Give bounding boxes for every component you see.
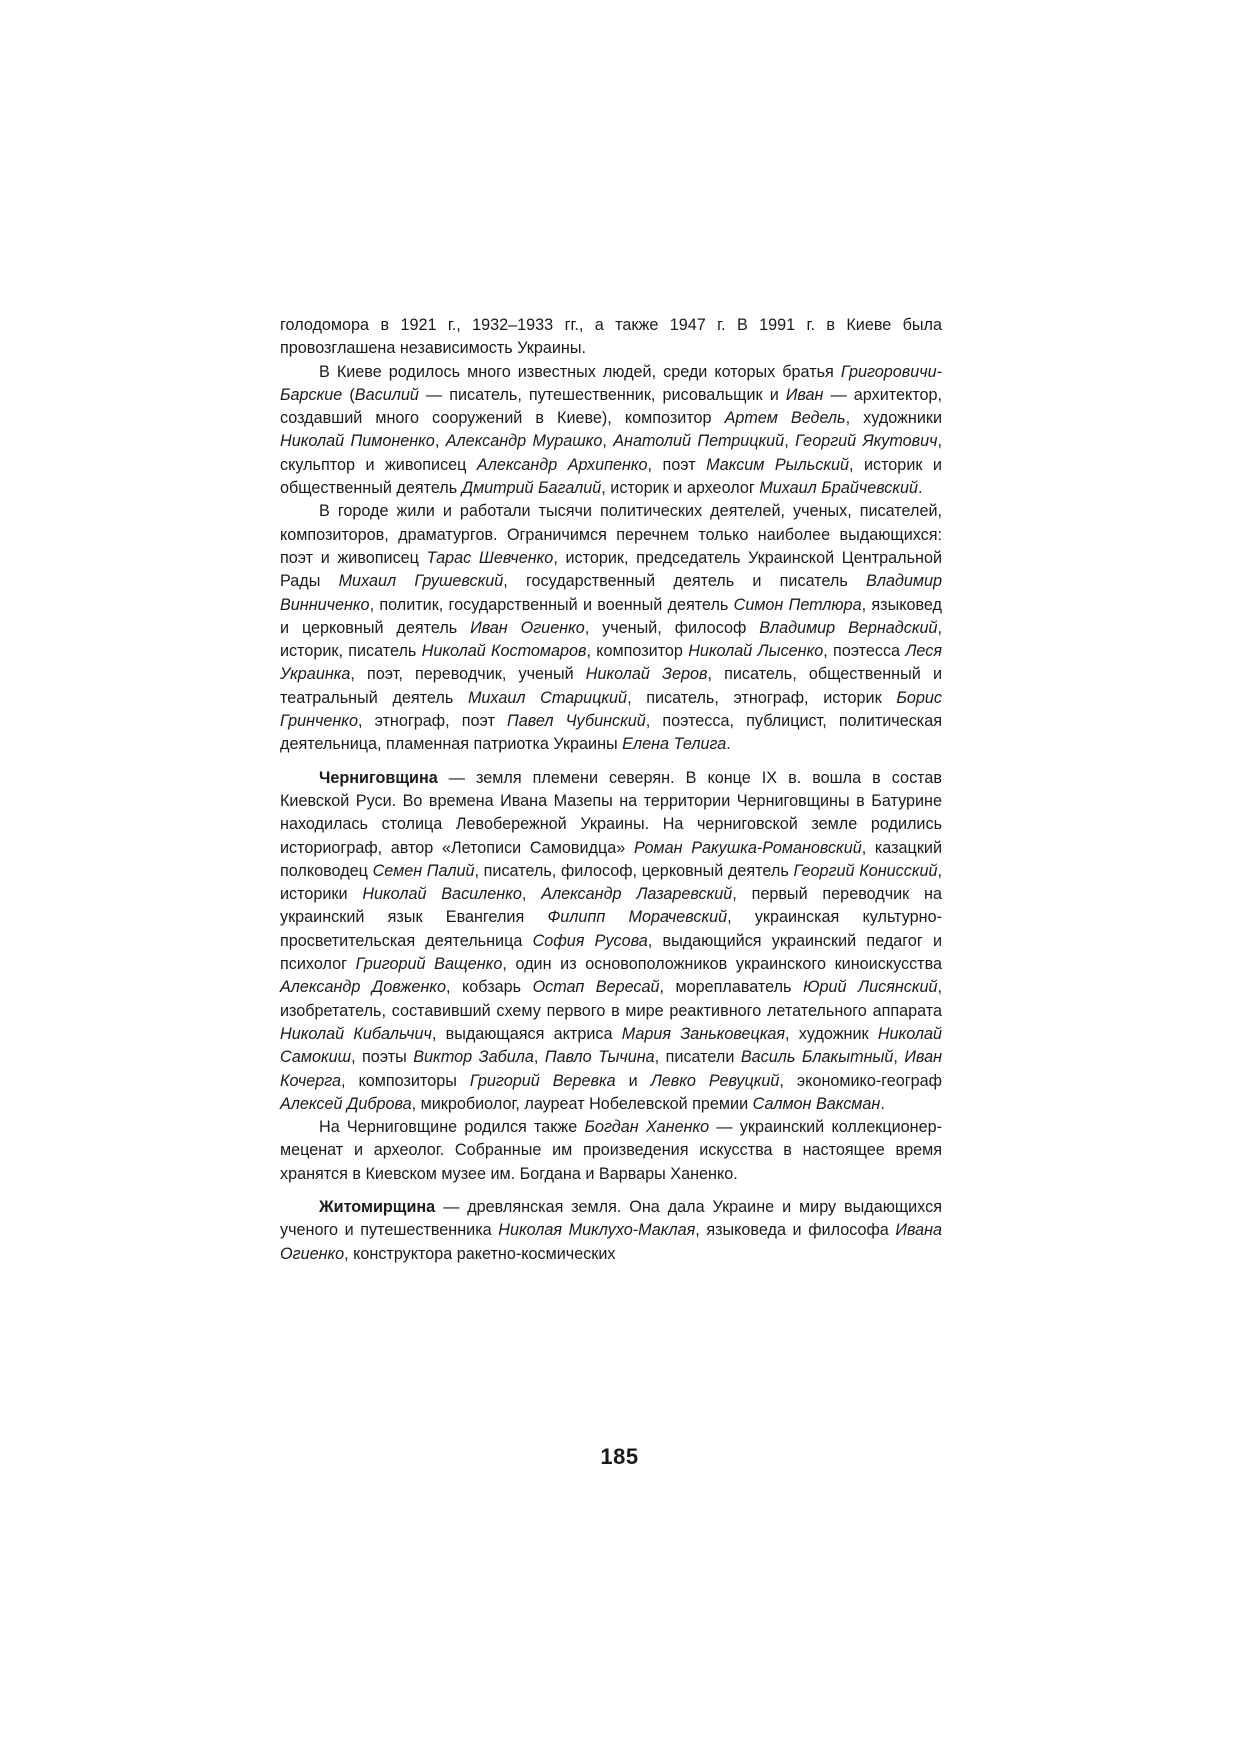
person-name: София Русова bbox=[532, 931, 648, 950]
person-name: Владимир Винниченко bbox=[280, 572, 943, 614]
text-run: , композитор bbox=[586, 642, 689, 661]
text-run: , bbox=[434, 432, 446, 451]
person-name: Василий bbox=[354, 385, 419, 404]
person-name: Александр Архипенко bbox=[476, 455, 648, 474]
person-name: Николай Василенко bbox=[362, 885, 522, 904]
person-name: Роман Ракушка-Романовский bbox=[633, 838, 862, 857]
text-run: , выдающаяся актриса bbox=[431, 1024, 622, 1043]
text-run: — древлянская земля. Она дала Украине и миру выдающихся ученого и путешественника bbox=[280, 1197, 942, 1240]
person-name: Александр Мурашко bbox=[445, 432, 603, 451]
text-run: , писатель, философ, церковный деятель bbox=[474, 861, 794, 880]
text-run: , писатель, общественный и театральный деятель bbox=[280, 665, 942, 707]
person-name: Филипп Морачевский bbox=[547, 908, 728, 927]
text-run: , художники bbox=[845, 409, 942, 428]
text-run: , конструктора ракетно-космических bbox=[344, 1244, 616, 1263]
person-name: Виктор Забила bbox=[413, 1048, 534, 1067]
person-name: Анатолий Петрицкий bbox=[613, 432, 785, 451]
person-name: Иван bbox=[785, 385, 824, 404]
text-run: , поэтесса, публицист, политическая деятельница, пламенная патриотка Украины bbox=[280, 712, 943, 754]
text-run: , историк и общественный деятель bbox=[280, 455, 942, 498]
text-run: , языковед и церковный деятель bbox=[280, 595, 943, 637]
person-name: Елена Телига bbox=[622, 735, 727, 754]
text-run: , первый переводчик на украинский язык Евангелия bbox=[280, 885, 943, 927]
person-name: Остап Вересай bbox=[532, 978, 660, 997]
person-name: Николай Пимоненко bbox=[280, 432, 435, 451]
text-run: , изобретатель, составивший схему первого в мире реактивного летательного аппарата bbox=[280, 978, 943, 1020]
person-name: Павло Тычина bbox=[544, 1048, 655, 1067]
text-run: . bbox=[880, 1094, 885, 1113]
text-run: , ученый, философ bbox=[584, 618, 760, 637]
person-name: Василь Блакытный bbox=[740, 1048, 894, 1067]
text-run: , один из основоположников украинского киноискусства bbox=[502, 955, 943, 974]
text-run: и bbox=[615, 1071, 651, 1090]
person-name: Михаил Брайчевский bbox=[759, 479, 919, 498]
person-name: Николай Зеров bbox=[585, 665, 708, 684]
person-name: Александр Лазаревский bbox=[541, 885, 733, 904]
person-name: Владимир Вернадский bbox=[759, 618, 938, 637]
person-name: Леся Украинка bbox=[280, 642, 942, 684]
text-run: ( bbox=[342, 385, 355, 404]
person-name: Григорий Веревка bbox=[469, 1071, 616, 1090]
paragraph-1 bbox=[280, 314, 942, 361]
text-run: — земля племени северян. В конце IX в. вошла в состав Киевской Руси. Во времена Ивана Мазепы на территории Черниговщины в Батурине находилась столица Левобережной Украины. На черниговской земле родились историограф, автор «Летописи Самовидца» bbox=[280, 768, 942, 857]
text-run: , bbox=[784, 432, 796, 451]
text-run: , поэтесса bbox=[823, 642, 906, 661]
person-name: Николай Костомаров bbox=[421, 642, 587, 661]
person-name: Алексей Диброва bbox=[280, 1094, 412, 1113]
person-name: Дмитрий Багалий bbox=[461, 479, 602, 498]
text-run: На Черниговщине родился также bbox=[319, 1118, 585, 1137]
text-run: . bbox=[918, 479, 923, 498]
person-name: Борис Гринченко bbox=[280, 688, 943, 731]
person-name: Левко Ревуцкий bbox=[650, 1071, 780, 1090]
page-body bbox=[280, 314, 942, 1266]
text-run: , bbox=[893, 1048, 905, 1067]
paragraph-4 bbox=[280, 1116, 942, 1186]
text-run: , украинская культурно-просветительская деятельница bbox=[280, 908, 942, 950]
person-name: Семен Палий bbox=[372, 861, 475, 880]
text-run: , выдающийся украинский педагог и психолог bbox=[280, 931, 942, 974]
page-number: 185 bbox=[600, 1444, 639, 1469]
text-run: , писатель, этнограф, историк bbox=[627, 688, 897, 707]
text-run: В Киеве родилось много известных людей, среди которых братья bbox=[319, 362, 841, 381]
text-run: , историк и археолог bbox=[601, 479, 760, 498]
text-run: , мореплаватель bbox=[659, 978, 803, 997]
text-run: — архитектор, создавший много сооружений в Киеве), композитор bbox=[280, 385, 942, 428]
person-name: Георгий Конисский bbox=[793, 861, 938, 880]
person-name: Александр Довженко bbox=[280, 978, 447, 997]
person-name: Павел Чубинский bbox=[507, 712, 646, 731]
person-name: Иван Огиенко bbox=[470, 618, 585, 637]
paragraph-zhytomyr bbox=[280, 1196, 942, 1266]
text-run: , микробиолог, лауреат Нобелевской премии bbox=[411, 1094, 753, 1113]
person-name: Николай Кибальчич bbox=[280, 1024, 432, 1043]
text-run: , кобзарь bbox=[446, 978, 533, 997]
person-name: Николай Лысенко bbox=[688, 642, 824, 661]
text-run: , поэт, переводчик, ученый bbox=[350, 665, 586, 684]
person-name: Артем Ведель bbox=[724, 409, 846, 428]
person-name: Богдан Ханенко bbox=[584, 1118, 710, 1137]
person-name: Григоровичи-Барские bbox=[280, 362, 942, 404]
text-run: , государственный деятель и писатель bbox=[503, 572, 867, 591]
text-run: , скульптор и живописец bbox=[280, 432, 942, 474]
person-name: Михаил Грушевский bbox=[338, 572, 504, 591]
person-name: Симон Петлюра bbox=[733, 595, 862, 614]
person-name: Ивана Огиенко bbox=[280, 1221, 943, 1263]
text-run: , историк, писатель bbox=[280, 618, 942, 661]
person-name: Григорий Ващенко bbox=[355, 955, 503, 974]
person-name: Мария Заньковецкая bbox=[621, 1024, 785, 1043]
text-run: , художник bbox=[785, 1024, 878, 1043]
person-name: Михаил Старицкий bbox=[467, 688, 628, 707]
text-run: . bbox=[726, 735, 731, 754]
text-run: , писатели bbox=[654, 1048, 741, 1067]
text-run: , языковеда и философа bbox=[695, 1221, 896, 1240]
text-run: , казацкий полководец bbox=[280, 838, 942, 880]
text-run: , композиторы bbox=[341, 1071, 470, 1090]
paragraph-chernihiv bbox=[280, 767, 942, 1116]
person-name: Николая Миклухо-Маклая bbox=[498, 1221, 696, 1240]
person-name: Юрий Лисянский bbox=[802, 978, 938, 997]
text-run: — писатель, путешественник, рисовальщик и bbox=[418, 385, 786, 404]
text-run: , этнограф, поэт bbox=[357, 712, 508, 731]
text-run: В городе жили и работали тысячи политических деятелей, ученых, писателей, композиторов, драматургов. Ограничимся перечнем только наиболее выдающихся: поэт и живописец bbox=[280, 502, 942, 567]
paragraph-3 bbox=[280, 500, 942, 756]
text-run: , экономико-географ bbox=[779, 1071, 942, 1090]
text-run: — украинский коллекционер-меценат и археолог. Собранные им произведения искусства в настоящее время хранятся в Киевском музее им. Богдана и Варвары Ханенко. bbox=[280, 1118, 942, 1183]
text-run: , историки bbox=[280, 861, 943, 904]
text-run: голодомора в 1921 г., 1932–1933 гг., а также 1947 г. В 1991 г. в Киеве была провозглашена независимость Украины. bbox=[280, 316, 942, 358]
region-heading: Житомирщина bbox=[319, 1197, 436, 1216]
text-run: , bbox=[533, 1048, 545, 1067]
text-run: , историк, председатель Украинской Центральной Рады bbox=[280, 548, 942, 591]
region-heading: Черниговщина bbox=[319, 768, 438, 787]
text-run: , политик, государственный и военный деятель bbox=[369, 595, 734, 614]
person-name: Тарас Шевченко bbox=[426, 548, 554, 567]
person-name: Максим Рыльский bbox=[706, 455, 849, 474]
text-run: , bbox=[521, 885, 542, 904]
person-name: Николай Самокиш bbox=[280, 1024, 942, 1067]
person-name: Салмон Ваксман bbox=[752, 1094, 881, 1113]
person-name: Георгий Якутович bbox=[795, 432, 938, 451]
text-run: , поэт bbox=[647, 455, 707, 474]
text-run: , bbox=[602, 432, 614, 451]
person-name: Иван Кочерга bbox=[280, 1048, 942, 1090]
paragraph-2 bbox=[280, 361, 942, 501]
text-run: , поэты bbox=[351, 1048, 414, 1067]
